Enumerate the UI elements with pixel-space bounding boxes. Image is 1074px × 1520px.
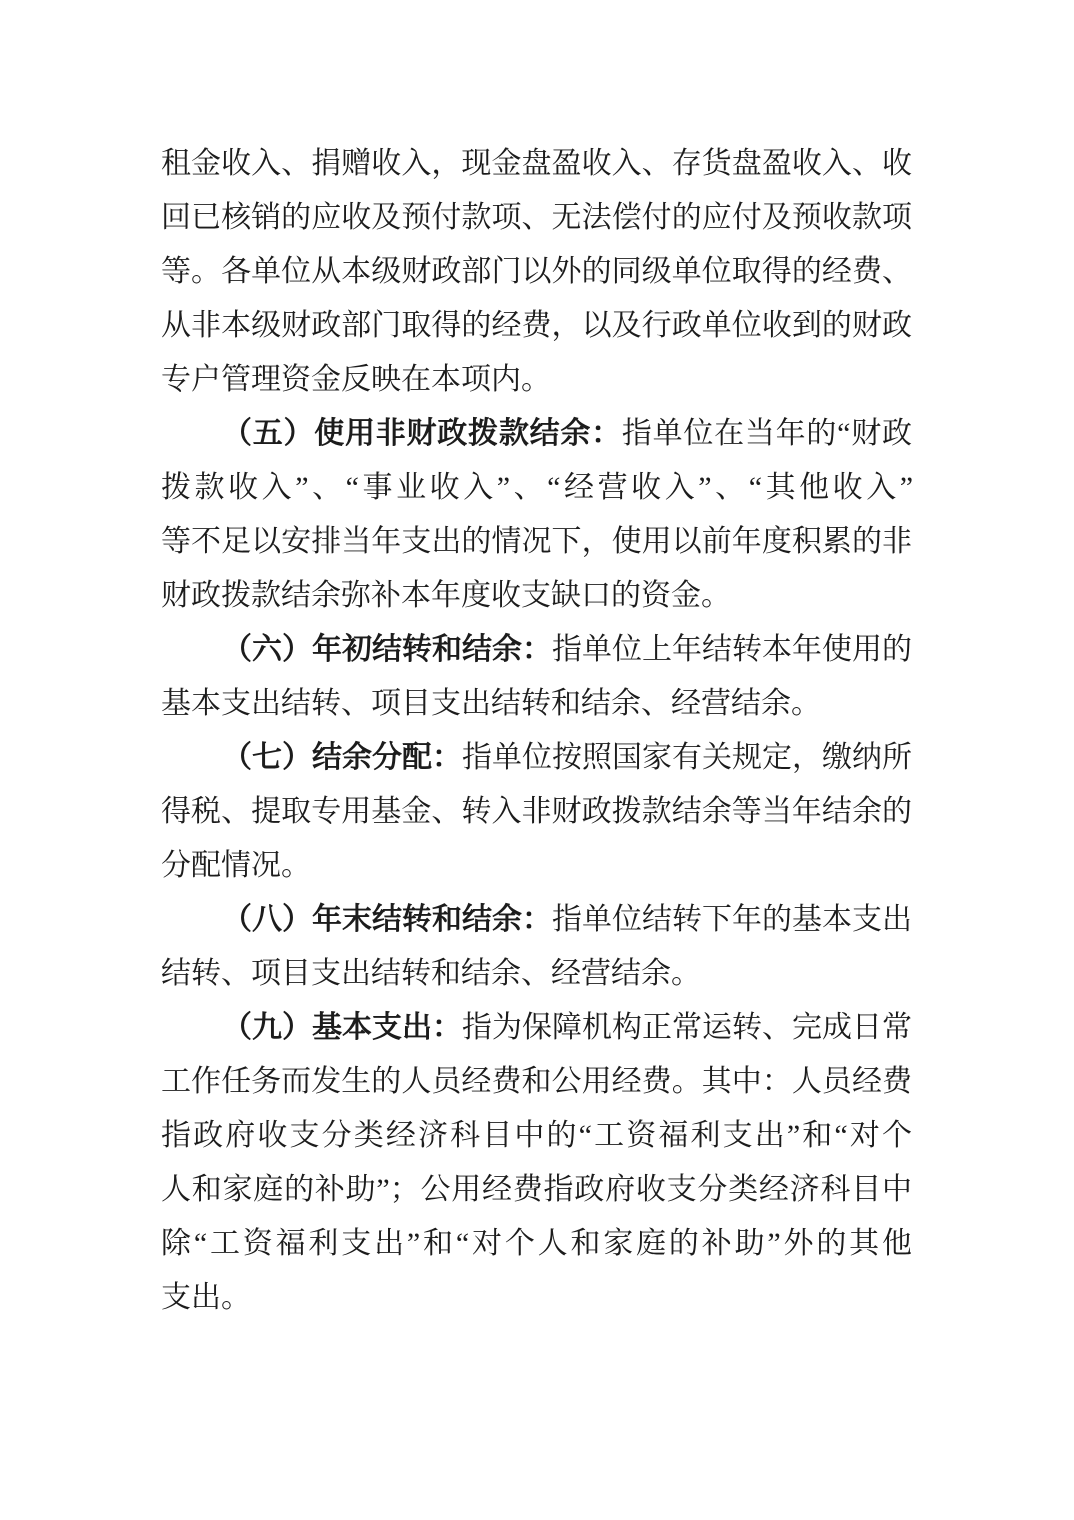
line-text: 财政拨款结余弥补本年度收支缺口的资金。	[161, 579, 731, 612]
bold-item-heading: （六）年初结转和结余：	[222, 633, 552, 666]
text-line	[161, 353, 912, 407]
text-line	[161, 1055, 912, 1109]
line-text: 等不足以安排当年支出的情况下，使用以前年度积累的非	[161, 525, 912, 558]
line-text: 支出。	[161, 1281, 251, 1314]
text-line	[161, 299, 912, 353]
text-line	[161, 191, 912, 245]
text-line	[161, 407, 912, 461]
line-text: 专户管理资金反映在本项内。	[161, 363, 551, 396]
text-line	[161, 893, 912, 947]
line-text: 指单位在当年的“财政	[621, 417, 912, 450]
bold-item-heading: （八）年末结转和结余：	[222, 903, 552, 936]
text-line	[161, 245, 912, 299]
line-text: 指单位按照国家有关规定，缴纳所	[462, 741, 912, 774]
line-text: 回已核销的应收及预付款项、无法偿付的应付及预收款项	[161, 201, 912, 234]
bold-item-heading: （九）基本支出：	[222, 1011, 462, 1044]
bold-item-heading: （七）结余分配：	[222, 741, 462, 774]
line-text: 指为保障机构正常运转、完成日常	[462, 1011, 912, 1044]
text-line	[161, 515, 912, 569]
line-text: 从非本级财政部门取得的经费，以及行政单位收到的财政	[161, 309, 912, 342]
line-text: 分配情况。	[161, 849, 311, 882]
text-line	[161, 947, 912, 1001]
text-line	[161, 137, 912, 191]
text-line	[161, 569, 912, 623]
text-line	[161, 731, 912, 785]
line-text: 得税、提取专用基金、转入非财政拨款结余等当年结余的	[161, 795, 912, 828]
line-text: 人和家庭的补助”；公用经费指政府收支分类经济科目中	[161, 1173, 912, 1206]
line-text: 租金收入、捐赠收入，现金盘盈收入、存货盘盈收入、收	[161, 147, 912, 180]
line-text: 结转、项目支出结转和结余、经营结余。	[161, 957, 701, 990]
document-body	[161, 137, 912, 1325]
text-line	[161, 623, 912, 677]
text-line	[161, 839, 912, 893]
line-text: 基本支出结转、项目支出结转和结余、经营结余。	[161, 687, 821, 720]
line-text: 工作任务而发生的人员经费和公用经费。其中：人员经费	[161, 1065, 912, 1098]
text-line	[161, 461, 912, 515]
line-text: 拨款收入”、“事业收入”、“经营收入”、“其他收入”	[161, 471, 912, 504]
line-text: 指单位上年结转本年使用的	[552, 633, 912, 666]
line-text: 指政府收支分类经济科目中的“工资福利支出”和“对个	[161, 1119, 912, 1152]
text-line	[161, 1163, 912, 1217]
text-line	[161, 1271, 912, 1325]
text-line	[161, 677, 912, 731]
text-line	[161, 1217, 912, 1271]
bold-item-heading: （五）使用非财政拨款结余：	[222, 417, 622, 450]
line-text: 等。各单位从本级财政部门以外的同级单位取得的经费、	[161, 255, 912, 288]
text-line	[161, 785, 912, 839]
text-line	[161, 1109, 912, 1163]
text-line	[161, 1001, 912, 1055]
line-text: 指单位结转下年的基本支出	[552, 903, 912, 936]
line-text: 除“工资福利支出”和“对个人和家庭的补助”外的其他	[161, 1227, 912, 1260]
